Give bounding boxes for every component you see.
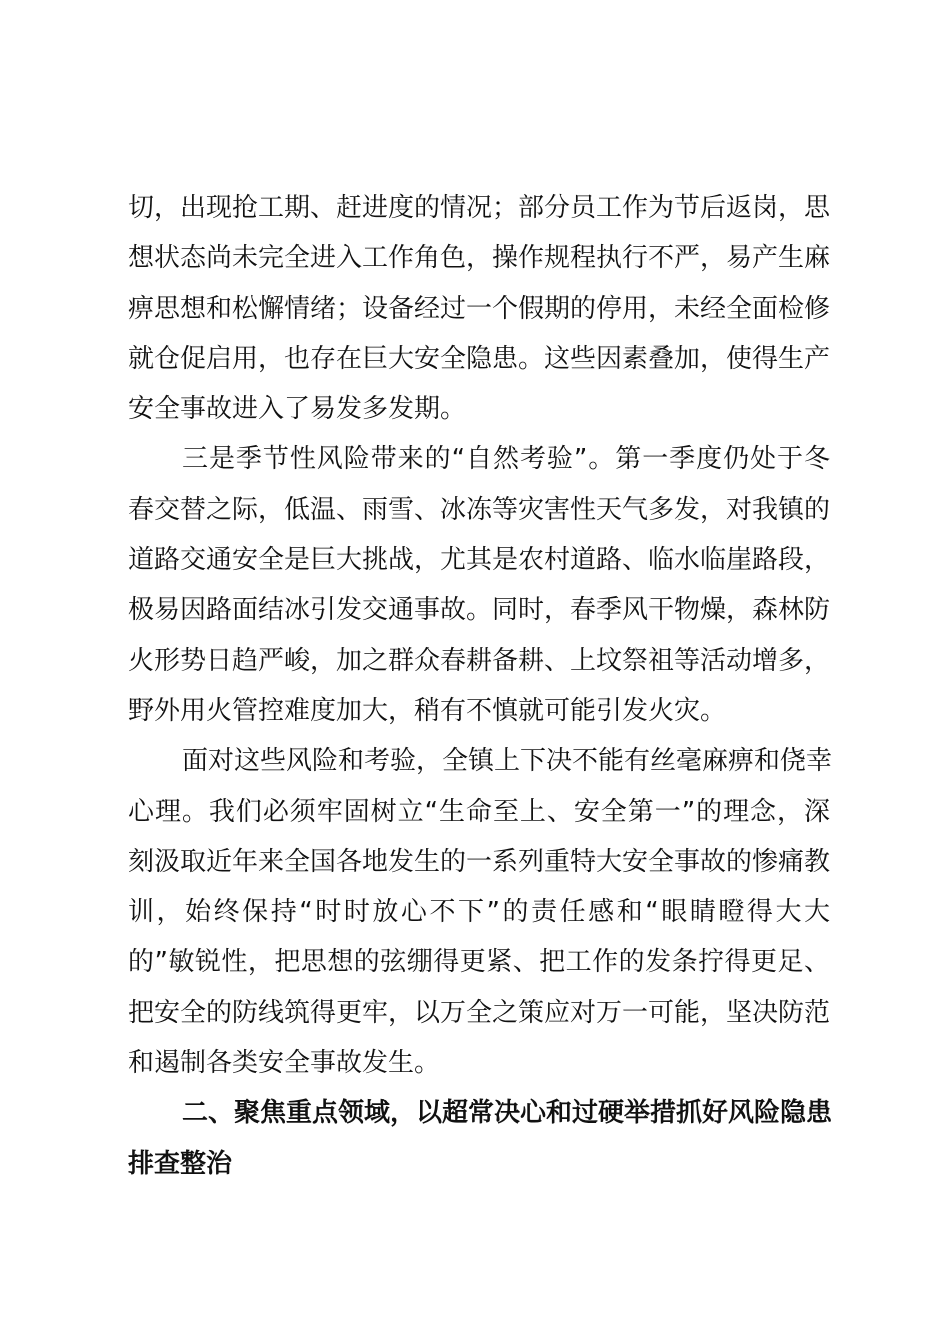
text-line: 安全事故进入了易发多发期。 (128, 394, 467, 425)
text-line: 火形势日趋严峻，加之群众春耕备耕、上坟祭祖等活动增多， (128, 645, 831, 676)
paragraph-safety-mindset (128, 736, 833, 1088)
heading-line: 二、聚焦重点领域，以超常决心和过硬举措抓好风险隐患 (182, 1098, 833, 1129)
text-line: 面对这些风险和考验，全镇上下决不能有丝毫麻痹和侥幸 (182, 746, 833, 777)
text-line: 心理。我们必须牢固树立“生命至上、安全第一”的理念，深 (128, 796, 830, 827)
text-line: 春交替之际，低温、雨雪、冰冻等灾害性天气多发，对我镇的 (128, 494, 831, 525)
text-line: 野外用火管控难度加大，稍有不慎就可能引发火灾。 (128, 695, 727, 726)
text-line: 极易因路面结冰引发交通事故。同时，春季风干物燥，森林防 (128, 595, 831, 626)
paragraph-seasonal-risk (128, 434, 830, 736)
text-line: 刻汲取近年来全国各地发生的一系列重特大安全事故的惨痛教 (128, 846, 831, 877)
text-line: 和遏制各类安全事故发生。 (128, 1048, 441, 1079)
text-line: 就仓促启用，也存在巨大安全隐患。这些因素叠加，使得生产 (128, 343, 831, 374)
text-line: 训，始终保持“时时放心不下”的责任感和“眼睛瞪得大大 (128, 897, 830, 928)
text-line: 切，出现抢工期、赶进度的情况；部分员工作为节后返岗，思 (128, 193, 831, 223)
text-line: 三是季节性风险带来的“自然考验”。第一季度仍处于冬 (182, 444, 830, 475)
section-heading (128, 1088, 833, 1189)
heading-line: 排查整治 (128, 1148, 233, 1179)
document-page (128, 183, 833, 1189)
text-line: 的”敏锐性，把思想的弦绷得更紧、把工作的发条拧得更足、 (128, 947, 830, 978)
text-line: 道路交通安全是巨大挑战，尤其是农村道路、临水临崖路段， (128, 545, 831, 576)
text-line: 想状态尚未完全进入工作角色，操作规程执行不严，易产生麻 (128, 243, 831, 274)
text-line: 把安全的防线筑得更牢，以万全之策应对万一可能，坚决防范 (128, 997, 831, 1028)
paragraph-continuation (128, 183, 830, 434)
text-line: 痹思想和松懈情绪；设备经过一个假期的停用，未经全面检修 (128, 293, 831, 324)
